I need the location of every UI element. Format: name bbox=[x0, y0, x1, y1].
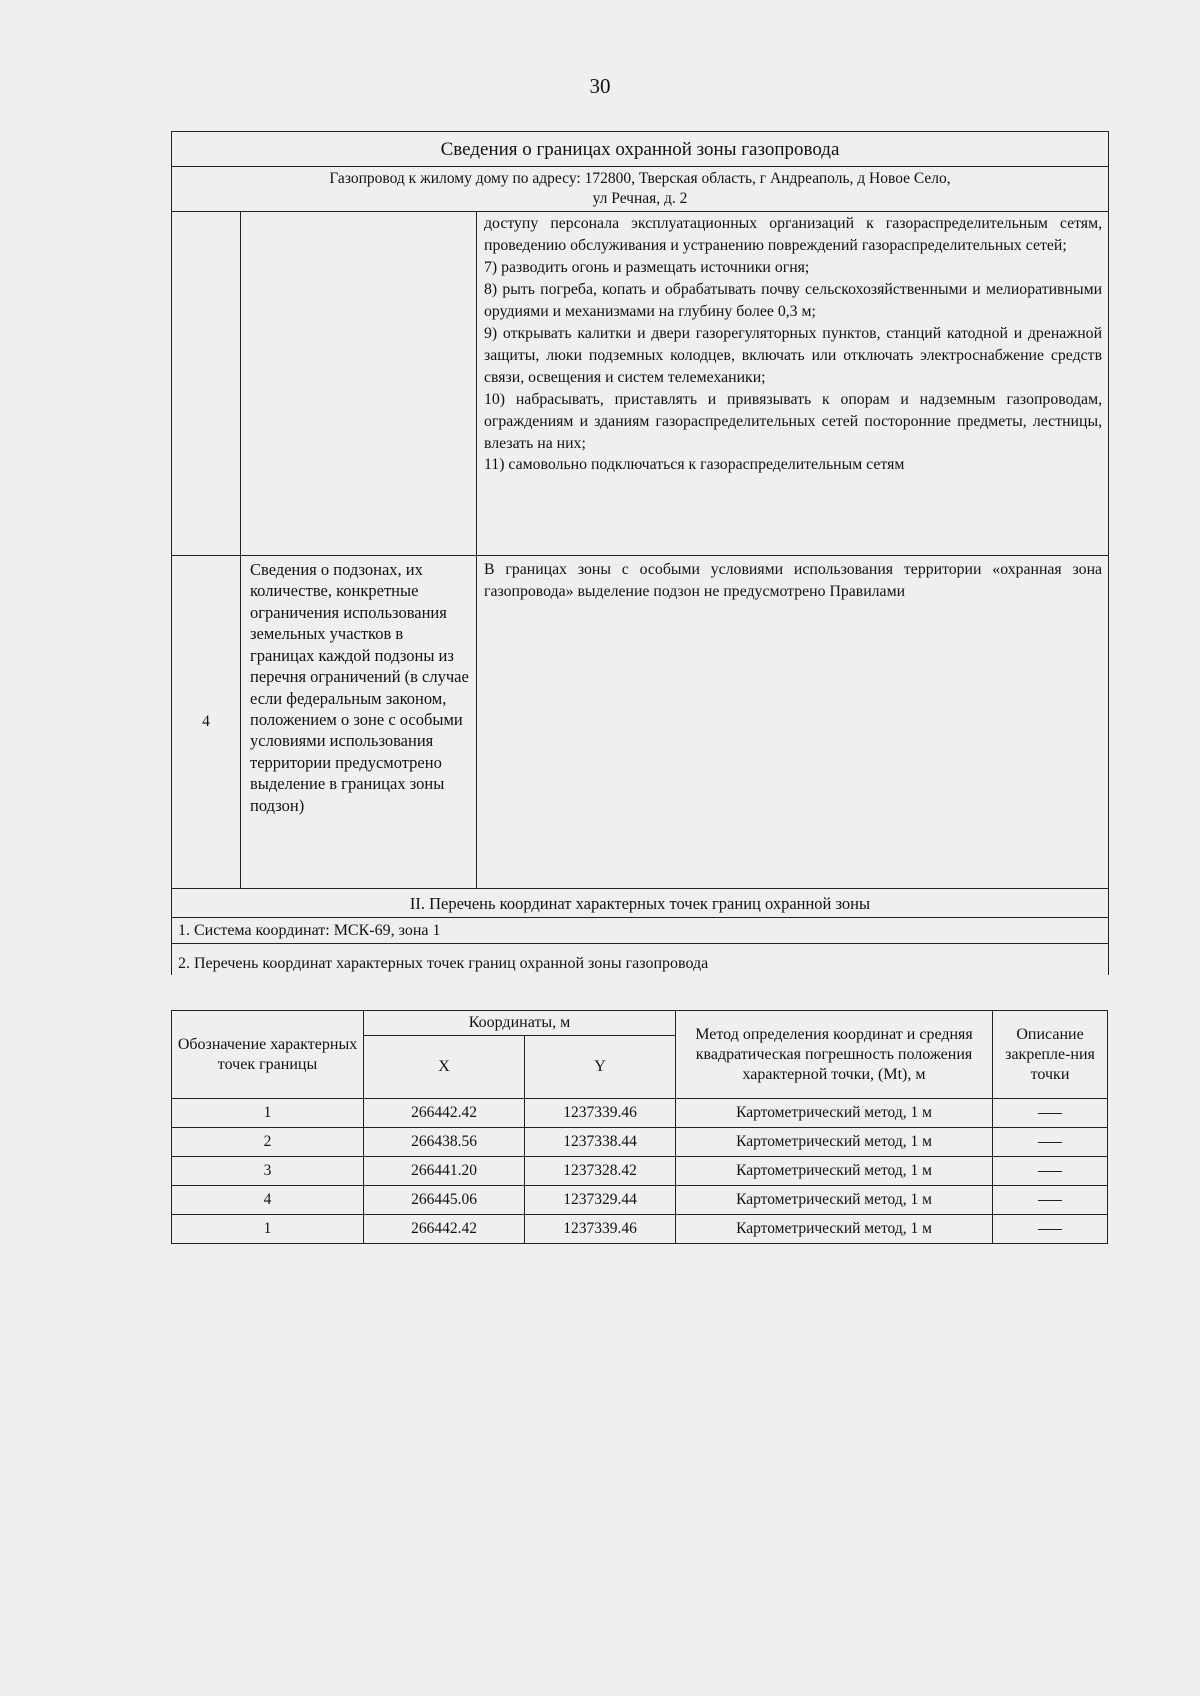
y-cell: 1237328.42 bbox=[525, 1157, 676, 1186]
section-title: II. Перечень координат характерных точек границ охранной зоны bbox=[172, 888, 1109, 917]
desc-cell bbox=[993, 1186, 1108, 1215]
coordinate-system: 1. Система координат: МСК-69, зона 1 bbox=[172, 918, 1109, 944]
y-cell: 1237338.44 bbox=[525, 1128, 676, 1157]
object-address bbox=[172, 167, 1109, 212]
desc-cell bbox=[993, 1128, 1108, 1157]
method-cell: Картометрический метод, 1 м bbox=[676, 1186, 993, 1215]
col-point-header: Обозначение характерных точек границы bbox=[172, 1011, 364, 1099]
col-x-header: X bbox=[364, 1036, 525, 1099]
coordinates-table bbox=[171, 1010, 1108, 1244]
point-cell: 4 bbox=[172, 1186, 364, 1215]
address-line-1: Газопровод к жилому дому по адресу: 172800, Тверская область, г Андреаполь, д Новое Село, bbox=[329, 170, 951, 188]
subzone-text: В границах зоны с особыми условиями использования территории «охранная зона газопровода» выделение подзон не предусмотрено Правилами bbox=[477, 555, 1109, 888]
table-row bbox=[172, 1128, 1108, 1157]
dash-mark bbox=[1038, 1113, 1062, 1114]
boundary-info-table bbox=[171, 131, 1109, 975]
y-cell: 1237329.44 bbox=[525, 1186, 676, 1215]
coordinate-list-title: 2. Перечень координат характерных точек границ охранной зоны газопровода bbox=[172, 943, 1109, 975]
x-cell: 266441.20 bbox=[364, 1157, 525, 1186]
col-method-header: Метод определения координат и средняя квадратическая погрешность положения характерной точки, (Mt), м bbox=[676, 1011, 993, 1099]
x-cell: 266445.06 bbox=[364, 1186, 525, 1215]
point-cell: 1 bbox=[172, 1215, 364, 1244]
table-row bbox=[172, 1157, 1108, 1186]
col-y-header: Y bbox=[525, 1036, 676, 1099]
col-desc-header: Описание закрепле-ния точки bbox=[993, 1011, 1108, 1099]
table-row bbox=[172, 1215, 1108, 1244]
x-cell: 266438.56 bbox=[364, 1128, 525, 1157]
method-cell: Картометрический метод, 1 м bbox=[676, 1099, 993, 1128]
table-title: Сведения о границах охранной зоны газопровода bbox=[172, 132, 1109, 167]
desc-cell bbox=[993, 1099, 1108, 1128]
method-cell: Картометрический метод, 1 м bbox=[676, 1128, 993, 1157]
table-row bbox=[172, 1099, 1108, 1128]
point-cell: 1 bbox=[172, 1099, 364, 1128]
row-number-empty bbox=[172, 211, 241, 555]
page-number: 30 bbox=[589, 74, 611, 98]
table-row bbox=[172, 1186, 1108, 1215]
restriction-item: доступу персонала эксплуатационных организаций к газораспределительным сетям, проведению обслуживания и устранению повреждений газораспределительных сетей; bbox=[484, 214, 1103, 254]
point-cell: 2 bbox=[172, 1128, 364, 1157]
row-name-empty bbox=[241, 211, 477, 555]
restriction-item: 7) разводить огонь и размещать источники огня; bbox=[484, 258, 810, 276]
subzone-heading: Сведения о подзонах, их количестве, конкретные ограничения использования земельных участков в границах каждой подзоны из перечня ограничений (в случае если федеральным законом, положением о зоне с особыми условиями использования территории предусмотрено выделение в границах зоны подзон) bbox=[241, 555, 477, 888]
x-cell: 266442.42 bbox=[364, 1215, 525, 1244]
address-line-2: ул Речная, д. 2 bbox=[592, 190, 688, 208]
row-number: 4 bbox=[172, 555, 241, 888]
y-cell: 1237339.46 bbox=[525, 1099, 676, 1128]
y-cell: 1237339.46 bbox=[525, 1215, 676, 1244]
desc-cell bbox=[993, 1215, 1108, 1244]
restriction-item: 9) открывать калитки и двери газорегуляторных пунктов, станций катодной и дренажной защиты, люки подземных колодцев, включать или отключать электроснабжение средств связи, освещения и систем телемеханики; bbox=[484, 324, 1103, 386]
method-cell: Картометрический метод, 1 м bbox=[676, 1215, 993, 1244]
dash-mark bbox=[1038, 1200, 1062, 1201]
dash-mark bbox=[1038, 1171, 1062, 1172]
restriction-item: 8) рыть погреба, копать и обрабатывать почву сельскохозяйственными и мелиоративными орудиями и механизмами на глубину более 0,3 м; bbox=[484, 280, 1103, 320]
x-cell: 266442.42 bbox=[364, 1099, 525, 1128]
restriction-item: 10) набрасывать, приставлять и привязывать к опорам и надземным газопроводам, ограждениям и зданиям газораспределительных сетей посторонние предметы, лестницы, влезать на них; bbox=[484, 390, 1103, 452]
dash-mark bbox=[1038, 1142, 1062, 1143]
restrictions-continued bbox=[477, 211, 1109, 555]
col-coords-header: Координаты, м bbox=[364, 1011, 676, 1036]
desc-cell bbox=[993, 1157, 1108, 1186]
dash-mark bbox=[1038, 1229, 1062, 1230]
restriction-item: 11) самовольно подключаться к газораспределительным сетям bbox=[484, 456, 905, 474]
method-cell: Картометрический метод, 1 м bbox=[676, 1157, 993, 1186]
point-cell: 3 bbox=[172, 1157, 364, 1186]
